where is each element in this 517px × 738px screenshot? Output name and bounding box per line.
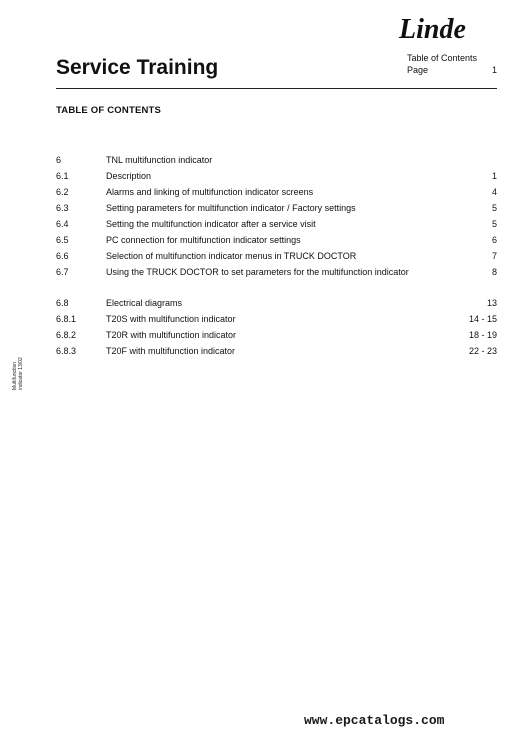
toc-number: 6.4 <box>56 219 69 229</box>
toc-number: 6.1 <box>56 171 69 181</box>
toc-number: 6.2 <box>56 187 69 197</box>
toc-row[interactable] <box>56 343 497 359</box>
toc-number: 6.6 <box>56 251 69 261</box>
toc-title: Selection of multifunction indicator menus in TRUCK DOCTOR <box>106 251 357 261</box>
footer-url[interactable]: www.epcatalogs.com <box>304 713 445 728</box>
meta-section-label: Table of Contents <box>407 53 478 63</box>
toc-row[interactable] <box>56 152 497 168</box>
header-meta <box>407 52 497 76</box>
toc-page: 18 - 19 <box>468 330 497 340</box>
toc-title: T20R with multifunction indicator <box>106 330 237 340</box>
toc-row[interactable] <box>56 168 497 184</box>
header-divider <box>56 88 497 89</box>
toc-group-main <box>56 152 497 280</box>
toc-row[interactable] <box>56 216 497 232</box>
toc-number: 6.8.3 <box>56 346 77 356</box>
toc-page: 5 <box>491 219 497 229</box>
toc-title: Setting the multifunction indicator after a service visit <box>106 219 316 229</box>
toc-number: 6.8.1 <box>56 314 77 324</box>
toc-page: 22 - 23 <box>468 346 497 356</box>
toc-number: 6.3 <box>56 203 69 213</box>
page-title: Service Training <box>56 56 219 79</box>
linde-logo <box>397 14 501 44</box>
toc-page: 7 <box>491 251 497 261</box>
toc-number: 6 <box>56 155 62 165</box>
toc-title: T20S with multifunction indicator <box>106 314 236 324</box>
side-note-line1: Multifunction <box>12 361 18 390</box>
toc-page: 8 <box>491 267 497 277</box>
toc-page: 5 <box>491 203 497 213</box>
toc-number: 6.8.2 <box>56 330 77 340</box>
side-note-line2: indicator 13/02 <box>18 357 24 390</box>
toc-title: Using the TRUCK DOCTOR to set parameters for the multifunction indicator <box>106 267 409 277</box>
side-note <box>12 357 24 390</box>
toc-title: T20F with multifunction indicator <box>106 346 236 356</box>
toc-title: Alarms and linking of multifunction indicator screens <box>106 187 314 197</box>
toc-row[interactable] <box>56 232 497 248</box>
toc-page: 1 <box>491 171 497 181</box>
toc-page: 6 <box>491 235 497 245</box>
toc-page: 4 <box>491 187 497 197</box>
toc-number: 6.7 <box>56 267 69 277</box>
toc-row[interactable] <box>56 200 497 216</box>
meta-page-label: Page <box>407 65 429 75</box>
svg-text:Linde: Linde <box>399 14 466 44</box>
toc-row[interactable] <box>56 264 497 280</box>
meta-page-number: 1 <box>491 65 497 75</box>
table-of-contents <box>56 152 497 359</box>
toc-title: PC connection for multifunction indicator settings <box>106 235 301 245</box>
section-heading: TABLE OF CONTENTS <box>56 105 162 116</box>
toc-title: TNL multifunction indicator <box>106 155 213 165</box>
toc-row[interactable] <box>56 248 497 264</box>
toc-gap <box>56 280 497 295</box>
toc-row[interactable] <box>56 295 497 311</box>
toc-number: 6.8 <box>56 298 69 308</box>
toc-number: 6.5 <box>56 235 69 245</box>
toc-row[interactable] <box>56 184 497 200</box>
toc-page: 14 - 15 <box>468 314 497 324</box>
toc-row[interactable] <box>56 327 497 343</box>
toc-title: Electrical diagrams <box>106 298 183 308</box>
toc-row[interactable] <box>56 311 497 327</box>
toc-title: Description <box>106 171 152 181</box>
toc-title: Setting parameters for multifunction indicator / Factory settings <box>106 203 356 213</box>
toc-page: 13 <box>486 298 497 308</box>
toc-group-diagrams <box>56 295 497 359</box>
